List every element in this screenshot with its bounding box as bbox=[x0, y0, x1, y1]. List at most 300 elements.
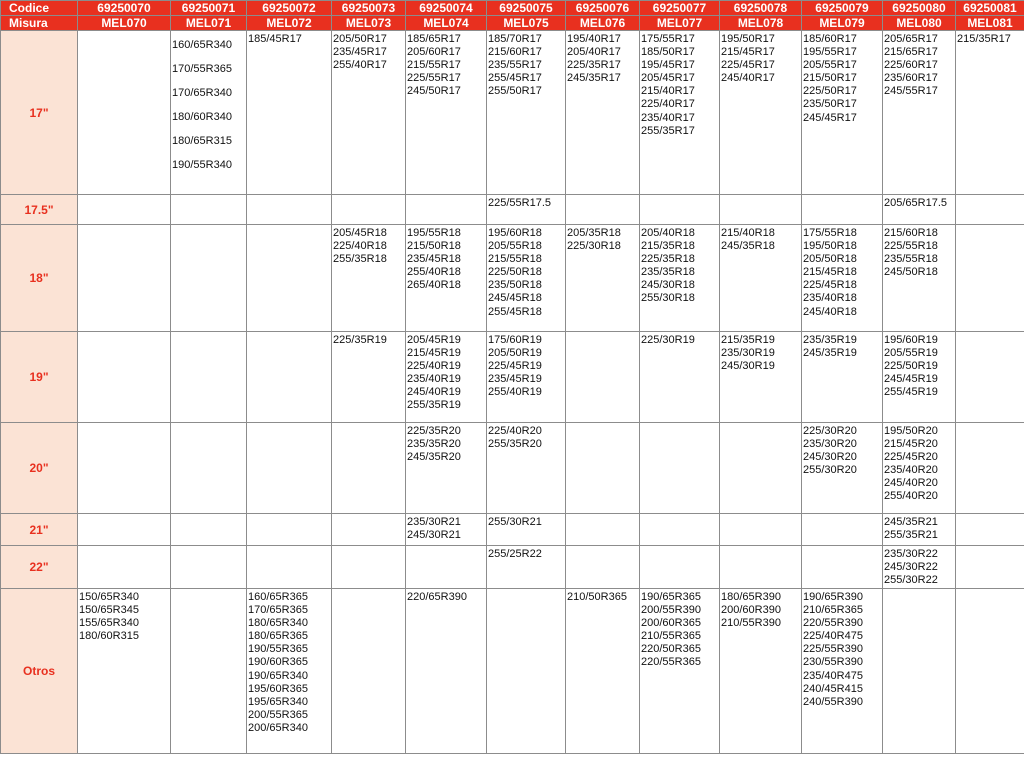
tire-size: 195/55R18 bbox=[407, 227, 461, 239]
tire-size: 255/30R18 bbox=[641, 292, 695, 305]
table-row bbox=[1, 195, 1024, 225]
rim-size-label: 21" bbox=[1, 514, 78, 546]
tire-size: 225/55R17.5 bbox=[488, 197, 551, 209]
tire-size: 225/45R20 bbox=[884, 451, 938, 464]
tire-size: 225/40R20 bbox=[488, 425, 542, 437]
tire-size: 215/35R17 bbox=[957, 33, 1011, 45]
size-cell bbox=[78, 195, 171, 225]
tire-size: 155/65R340 bbox=[79, 617, 139, 630]
tire-size: 215/45R18 bbox=[803, 266, 857, 279]
tire-size: 220/55R390 bbox=[803, 617, 863, 630]
tire-size: 245/35R20 bbox=[407, 451, 461, 464]
size-cell bbox=[566, 195, 640, 225]
tire-size: 205/50R19 bbox=[488, 347, 542, 360]
size-cell bbox=[720, 31, 802, 195]
tire-size: 245/40R19 bbox=[407, 386, 461, 399]
tire-size: 205/40R17 bbox=[567, 46, 621, 59]
tire-size: 180/60R340 bbox=[172, 111, 232, 123]
size-cell bbox=[720, 546, 802, 589]
size-cell bbox=[78, 332, 171, 423]
tire-size: 220/55R365 bbox=[641, 656, 701, 669]
tire-size: 205/60R17 bbox=[407, 46, 461, 59]
tire-size: 220/50R365 bbox=[641, 643, 701, 656]
misura-header: MEL079 bbox=[802, 16, 883, 31]
rim-size-label: 17.5" bbox=[1, 195, 78, 225]
tire-size: 210/65R365 bbox=[803, 604, 863, 617]
size-cell bbox=[640, 546, 720, 589]
tire-size: 255/40R18 bbox=[407, 266, 461, 279]
tire-size: 235/40R20 bbox=[884, 464, 938, 477]
misura-header: MEL074 bbox=[406, 16, 487, 31]
size-cell bbox=[487, 195, 566, 225]
tire-size: 240/55R390 bbox=[803, 695, 863, 708]
tire-size: 200/55R365 bbox=[248, 708, 308, 721]
tire-size: 235/55R18 bbox=[884, 253, 938, 266]
tire-size: 160/65R365 bbox=[248, 591, 308, 603]
tire-size: 175/55R17 bbox=[641, 33, 695, 45]
tire-size: 235/60R17 bbox=[884, 72, 938, 85]
tire-size: 205/55R17 bbox=[803, 59, 857, 72]
size-cell bbox=[802, 332, 883, 423]
tire-size: 215/35R18 bbox=[641, 240, 695, 253]
size-cell bbox=[566, 589, 640, 754]
size-cell bbox=[247, 514, 332, 546]
tire-size: 225/45R17 bbox=[721, 59, 775, 72]
size-cell bbox=[956, 195, 1024, 225]
tire-size: 235/30R22 bbox=[884, 548, 938, 560]
tire-size: 235/45R19 bbox=[488, 373, 542, 386]
codice-header: 69250070 bbox=[78, 1, 171, 16]
rim-size-label: 17" bbox=[1, 31, 78, 195]
size-cell bbox=[78, 225, 171, 332]
misura-header: MEL072 bbox=[247, 16, 332, 31]
tire-size: 225/50R17 bbox=[803, 85, 857, 98]
tire-size: 225/50R19 bbox=[884, 360, 938, 373]
misura-header: MEL080 bbox=[883, 16, 956, 31]
codice-header: 69250074 bbox=[406, 1, 487, 16]
table-row bbox=[1, 423, 1024, 514]
size-cell bbox=[247, 546, 332, 589]
tire-size: 245/45R18 bbox=[488, 292, 542, 305]
tire-size: 180/65R365 bbox=[248, 630, 308, 643]
tire-size: 245/35R17 bbox=[567, 72, 621, 85]
table-row bbox=[1, 332, 1024, 423]
size-cell bbox=[720, 514, 802, 546]
tire-size: 205/45R17 bbox=[641, 72, 695, 85]
tire-size: 185/60R17 bbox=[803, 33, 857, 45]
tire-size: 245/45R17 bbox=[803, 111, 857, 124]
tire-size: 225/40R17 bbox=[641, 98, 695, 111]
size-cell bbox=[640, 589, 720, 754]
tire-size: 215/55R18 bbox=[488, 253, 542, 266]
tire-size: 205/55R18 bbox=[488, 240, 542, 253]
tire-size: 245/50R17 bbox=[407, 85, 461, 98]
size-cell bbox=[566, 332, 640, 423]
tire-size: 255/40R20 bbox=[884, 490, 938, 503]
size-cell bbox=[566, 31, 640, 195]
size-cell bbox=[956, 225, 1024, 332]
codice-header: 69250075 bbox=[487, 1, 566, 16]
tire-size: 220/65R390 bbox=[407, 591, 467, 603]
size-cell bbox=[487, 31, 566, 195]
size-cell bbox=[487, 332, 566, 423]
tire-size: 225/60R17 bbox=[884, 59, 938, 72]
tire-size: 205/65R17 bbox=[884, 33, 938, 45]
tire-size: 205/35R18 bbox=[567, 227, 621, 239]
tire-size: 245/30R19 bbox=[721, 360, 775, 373]
misura-header: MEL075 bbox=[487, 16, 566, 31]
tire-size: 225/30R18 bbox=[567, 240, 621, 253]
tire-size: 245/30R21 bbox=[407, 529, 461, 542]
size-cell bbox=[720, 332, 802, 423]
misura-header: MEL076 bbox=[566, 16, 640, 31]
tire-size: 215/45R19 bbox=[407, 347, 461, 360]
size-cell bbox=[406, 589, 487, 754]
size-cell bbox=[883, 423, 956, 514]
size-cell bbox=[78, 31, 171, 195]
tire-size: 255/50R17 bbox=[488, 85, 542, 98]
tire-size: 225/45R18 bbox=[803, 279, 857, 292]
tire-size: 255/40R19 bbox=[488, 386, 542, 399]
tire-size: 195/55R17 bbox=[803, 46, 857, 59]
tire-size: 210/50R365 bbox=[567, 591, 627, 603]
tire-size: 160/65R340 bbox=[172, 39, 232, 51]
tire-size: 255/45R18 bbox=[488, 305, 542, 318]
tire-size: 245/35R18 bbox=[721, 240, 775, 253]
tire-size: 205/45R19 bbox=[407, 334, 461, 346]
size-cell bbox=[487, 423, 566, 514]
size-cell bbox=[171, 589, 247, 754]
tire-size: 180/65R340 bbox=[248, 617, 308, 630]
tire-size: 225/40R19 bbox=[407, 360, 461, 373]
rim-size-label: 20" bbox=[1, 423, 78, 514]
size-cell bbox=[720, 195, 802, 225]
tire-size: 195/60R365 bbox=[248, 682, 308, 695]
tire-size: 245/40R17 bbox=[721, 72, 775, 85]
tire-size: 150/65R340 bbox=[79, 591, 139, 603]
tire-size: 170/65R365 bbox=[248, 604, 308, 617]
size-cell bbox=[332, 225, 406, 332]
tire-size: 215/55R17 bbox=[407, 59, 461, 72]
size-cell bbox=[640, 514, 720, 546]
tire-size: 255/45R17 bbox=[488, 72, 542, 85]
tire-size: 205/65R17.5 bbox=[884, 197, 947, 209]
tire-size: 235/35R18 bbox=[641, 266, 695, 279]
tire-size: 235/35R20 bbox=[407, 438, 461, 451]
size-cell bbox=[883, 546, 956, 589]
tire-size: 215/60R18 bbox=[884, 227, 938, 239]
size-cell bbox=[247, 332, 332, 423]
tire-size: 255/25R22 bbox=[488, 548, 542, 560]
size-cell bbox=[171, 31, 247, 195]
tire-size: 205/55R19 bbox=[884, 347, 938, 360]
tire-size: 215/40R17 bbox=[641, 85, 695, 98]
size-cell bbox=[247, 31, 332, 195]
misura-header: MEL078 bbox=[720, 16, 802, 31]
tire-size: 245/30R18 bbox=[641, 279, 695, 292]
size-cell bbox=[956, 589, 1024, 754]
tire-size: 245/40R20 bbox=[884, 477, 938, 490]
tire-size: 225/40R475 bbox=[803, 630, 863, 643]
tire-size: 255/30R22 bbox=[884, 574, 938, 587]
rim-size-label: 19" bbox=[1, 332, 78, 423]
codice-header: 69250079 bbox=[802, 1, 883, 16]
misura-header: MEL070 bbox=[78, 16, 171, 31]
tire-size: 235/45R18 bbox=[407, 253, 461, 266]
tire-size: 200/60R365 bbox=[641, 617, 701, 630]
size-cell bbox=[883, 195, 956, 225]
tire-size: 265/40R18 bbox=[407, 279, 461, 292]
tire-size: 215/60R17 bbox=[488, 46, 542, 59]
size-cell bbox=[406, 31, 487, 195]
tire-size: 200/55R390 bbox=[641, 604, 701, 617]
tire-size: 215/50R18 bbox=[407, 240, 461, 253]
tire-size: 235/40R17 bbox=[641, 111, 695, 124]
codice-header: 69250081 bbox=[956, 1, 1024, 16]
tire-size: 215/45R20 bbox=[884, 438, 938, 451]
tire-size: 175/60R19 bbox=[488, 334, 542, 346]
tire-size: 235/40R19 bbox=[407, 373, 461, 386]
size-cell bbox=[406, 332, 487, 423]
tire-size: 215/45R17 bbox=[721, 46, 775, 59]
size-cell bbox=[487, 225, 566, 332]
size-cell bbox=[247, 225, 332, 332]
size-cell bbox=[720, 423, 802, 514]
tire-size: 185/50R17 bbox=[641, 46, 695, 59]
tire-size: 180/60R315 bbox=[79, 630, 139, 643]
tire-size: 195/40R17 bbox=[567, 33, 621, 45]
tire-size: 225/40R18 bbox=[333, 240, 387, 253]
size-cell bbox=[566, 225, 640, 332]
size-cell bbox=[802, 589, 883, 754]
size-cell bbox=[406, 195, 487, 225]
size-cell bbox=[640, 332, 720, 423]
size-cell bbox=[487, 514, 566, 546]
tire-size: 195/65R340 bbox=[248, 695, 308, 708]
size-cell bbox=[406, 546, 487, 589]
tire-size: 225/55R18 bbox=[884, 240, 938, 253]
tire-size: 195/45R17 bbox=[641, 59, 695, 72]
tire-size: 215/40R18 bbox=[721, 227, 775, 239]
tire-size: 235/30R20 bbox=[803, 438, 857, 451]
size-cell bbox=[956, 546, 1024, 589]
tire-size: 255/45R19 bbox=[884, 386, 938, 399]
size-cell bbox=[802, 546, 883, 589]
size-cell bbox=[332, 514, 406, 546]
tire-size: 235/50R18 bbox=[488, 279, 542, 292]
tire-size: 235/30R21 bbox=[407, 516, 461, 528]
size-cell bbox=[802, 225, 883, 332]
tire-size: 255/35R21 bbox=[884, 529, 938, 542]
tire-size: 225/30R19 bbox=[641, 334, 695, 346]
tire-size: 190/65R365 bbox=[641, 591, 701, 603]
misura-header: MEL081 bbox=[956, 16, 1024, 31]
size-cell bbox=[487, 589, 566, 754]
tire-size: 230/55R390 bbox=[803, 656, 863, 669]
tire-size: 185/65R17 bbox=[407, 33, 461, 45]
size-cell bbox=[720, 225, 802, 332]
tire-size: 235/35R19 bbox=[803, 334, 857, 346]
tire-size: 195/50R20 bbox=[884, 425, 938, 437]
size-cell bbox=[78, 423, 171, 514]
tire-size: 255/40R17 bbox=[333, 59, 387, 72]
tire-size: 190/60R365 bbox=[248, 656, 308, 669]
size-cell bbox=[883, 31, 956, 195]
size-cell bbox=[956, 31, 1024, 195]
tire-size: 235/40R18 bbox=[803, 292, 857, 305]
size-cell bbox=[332, 423, 406, 514]
tire-size: 245/30R22 bbox=[884, 561, 938, 574]
tire-size: 200/60R390 bbox=[721, 604, 781, 617]
codice-header: 69250078 bbox=[720, 1, 802, 16]
tire-size: 245/55R17 bbox=[884, 85, 938, 98]
tire-size: 255/35R19 bbox=[407, 399, 461, 412]
tire-size: 190/65R390 bbox=[803, 591, 863, 603]
size-cell bbox=[640, 225, 720, 332]
table-row bbox=[1, 31, 1024, 195]
size-cell bbox=[332, 332, 406, 423]
tire-size: 185/45R17 bbox=[248, 33, 302, 45]
tire-size: 215/65R17 bbox=[884, 46, 938, 59]
tire-size: 225/55R17 bbox=[407, 72, 461, 85]
tire-size: 175/55R18 bbox=[803, 227, 857, 239]
size-cell bbox=[956, 514, 1024, 546]
tire-size: 235/30R19 bbox=[721, 347, 775, 360]
size-cell bbox=[640, 31, 720, 195]
tire-size: 190/65R340 bbox=[248, 669, 308, 682]
size-cell bbox=[406, 514, 487, 546]
table-row bbox=[1, 546, 1024, 589]
tire-size: 195/50R17 bbox=[721, 33, 775, 45]
size-cell bbox=[78, 546, 171, 589]
codice-header: 69250071 bbox=[171, 1, 247, 16]
tire-size: 170/65R340 bbox=[172, 87, 232, 99]
size-cell bbox=[487, 546, 566, 589]
tire-size: 240/45R415 bbox=[803, 682, 863, 695]
tire-size: 215/35R19 bbox=[721, 334, 775, 346]
misura-label: Misura bbox=[1, 16, 78, 31]
size-cell bbox=[640, 195, 720, 225]
tire-size: 255/35R17 bbox=[641, 124, 695, 137]
tire-size: 190/55R365 bbox=[248, 643, 308, 656]
tire-size: 225/35R19 bbox=[333, 334, 387, 346]
size-cell bbox=[720, 589, 802, 754]
tire-size: 255/35R18 bbox=[333, 253, 387, 266]
tire-size: 225/50R18 bbox=[488, 266, 542, 279]
size-cell bbox=[956, 332, 1024, 423]
tire-size: 225/35R20 bbox=[407, 425, 461, 437]
misura-header: MEL077 bbox=[640, 16, 720, 31]
tire-size: 205/45R18 bbox=[333, 227, 387, 239]
tire-size: 190/55R340 bbox=[172, 159, 232, 171]
tire-size: 205/50R18 bbox=[803, 253, 857, 266]
tire-size: 235/50R17 bbox=[803, 98, 857, 111]
table-row bbox=[1, 225, 1024, 332]
size-cell bbox=[406, 423, 487, 514]
tire-size: 180/65R390 bbox=[721, 591, 781, 603]
rim-size-label: 22" bbox=[1, 546, 78, 589]
tire-size: 235/40R475 bbox=[803, 669, 863, 682]
tire-size: 235/55R17 bbox=[488, 59, 542, 72]
tire-size: 185/70R17 bbox=[488, 33, 542, 45]
tire-size: 245/35R21 bbox=[884, 516, 938, 528]
size-cell bbox=[566, 514, 640, 546]
size-cell bbox=[566, 546, 640, 589]
tire-size: 255/35R20 bbox=[488, 438, 542, 451]
tire-size: 150/65R345 bbox=[79, 604, 139, 617]
tire-size: 255/30R20 bbox=[803, 464, 857, 477]
header-row-codice bbox=[1, 1, 1024, 16]
size-cell bbox=[883, 589, 956, 754]
size-cell bbox=[171, 546, 247, 589]
tire-size: 225/45R19 bbox=[488, 360, 542, 373]
tire-size: 245/40R18 bbox=[803, 305, 857, 318]
tire-size: 245/45R19 bbox=[884, 373, 938, 386]
size-cell bbox=[332, 195, 406, 225]
size-cell bbox=[802, 514, 883, 546]
size-cell bbox=[802, 31, 883, 195]
size-cell bbox=[247, 195, 332, 225]
tire-size: 225/35R18 bbox=[641, 253, 695, 266]
size-cell bbox=[640, 423, 720, 514]
table-row bbox=[1, 514, 1024, 546]
tire-size: 215/50R17 bbox=[803, 72, 857, 85]
tire-size: 235/45R17 bbox=[333, 46, 387, 59]
tire-size: 195/60R19 bbox=[884, 334, 938, 346]
size-cell bbox=[332, 589, 406, 754]
header-row-misura bbox=[1, 16, 1024, 31]
size-cell bbox=[247, 423, 332, 514]
size-cell bbox=[406, 225, 487, 332]
size-cell bbox=[171, 225, 247, 332]
misura-header: MEL073 bbox=[332, 16, 406, 31]
tire-size: 210/55R390 bbox=[721, 617, 781, 630]
size-cell bbox=[883, 225, 956, 332]
codice-header: 69250073 bbox=[332, 1, 406, 16]
size-cell bbox=[171, 332, 247, 423]
tire-size: 245/50R18 bbox=[884, 266, 938, 279]
tire-size: 205/50R17 bbox=[333, 33, 387, 45]
tire-size: 225/35R17 bbox=[567, 59, 621, 72]
rim-size-label: Otros bbox=[1, 589, 78, 754]
size-cell bbox=[171, 195, 247, 225]
size-cell bbox=[802, 423, 883, 514]
codice-header: 69250080 bbox=[883, 1, 956, 16]
tire-size: 195/50R18 bbox=[803, 240, 857, 253]
size-cell bbox=[956, 423, 1024, 514]
codice-header: 69250076 bbox=[566, 1, 640, 16]
tire-size: 255/30R21 bbox=[488, 516, 542, 528]
tire-size: 205/40R18 bbox=[641, 227, 695, 239]
size-cell bbox=[247, 589, 332, 754]
size-cell bbox=[171, 514, 247, 546]
codice-header: 69250077 bbox=[640, 1, 720, 16]
size-cell bbox=[802, 195, 883, 225]
tire-size: 245/30R20 bbox=[803, 451, 857, 464]
tire-size: 180/65R315 bbox=[172, 135, 232, 147]
tire-size: 225/30R20 bbox=[803, 425, 857, 437]
size-cell bbox=[78, 514, 171, 546]
tire-size: 245/35R19 bbox=[803, 347, 857, 360]
tire-size: 225/55R390 bbox=[803, 643, 863, 656]
rim-size-label: 18" bbox=[1, 225, 78, 332]
codice-header: 69250072 bbox=[247, 1, 332, 16]
size-cell bbox=[171, 423, 247, 514]
tire-size: 210/55R365 bbox=[641, 630, 701, 643]
table-row bbox=[1, 589, 1024, 754]
size-cell bbox=[332, 31, 406, 195]
tire-size: 170/55R365 bbox=[172, 63, 232, 75]
